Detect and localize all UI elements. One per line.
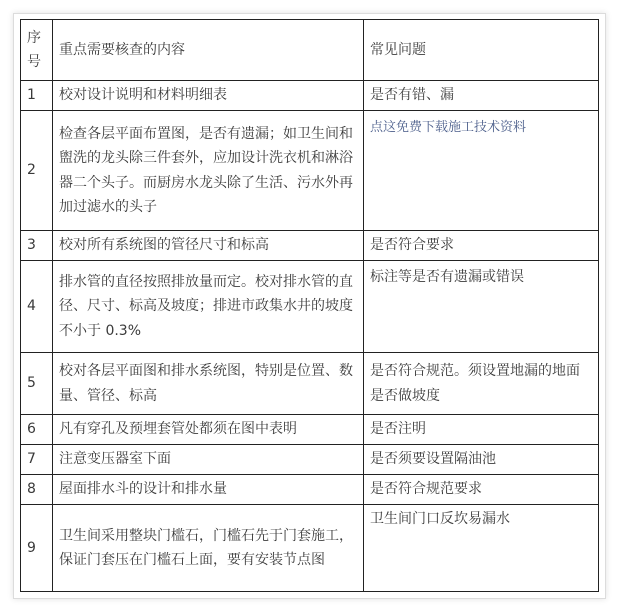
row-issue: 是否符合规范。须设置地漏的地面是否做坡度 xyxy=(364,353,599,415)
row-issue: 是否注明 xyxy=(364,415,599,445)
row-issue xyxy=(364,111,599,231)
table-row xyxy=(21,505,599,592)
header-content: 重点需要核查的内容 xyxy=(53,20,364,81)
row-no: 4 xyxy=(21,261,53,353)
table-row xyxy=(21,475,599,505)
table-row xyxy=(21,111,599,231)
row-content: 校对所有系统图的管径尺寸和标高 xyxy=(53,231,364,261)
table-header-row xyxy=(21,20,599,81)
row-content: 凡有穿孔及预埋套管处都须在图中表明 xyxy=(53,415,364,445)
download-link[interactable]: 点这免费下载施工技术资料 xyxy=(370,120,527,135)
row-content: 检查各层平面布置图，是否有遗漏；如卫生间和盥洗的龙头除三件套外，应加设计洗衣机和淋浴器二个头子。而厨房水龙头除了生活、污水外再加过滤水的头子 xyxy=(53,111,364,231)
table-row xyxy=(21,231,599,261)
row-issue: 是否须要设置隔油池 xyxy=(364,445,599,475)
row-issue: 是否符合要求 xyxy=(364,231,599,261)
row-no: 3 xyxy=(21,231,53,261)
table-row xyxy=(21,81,599,111)
row-content: 校对各层平面图和排水系统图，特别是位置、数量、管径、标高 xyxy=(53,353,364,415)
row-no: 7 xyxy=(21,445,53,475)
row-content: 注意变压器室下面 xyxy=(53,445,364,475)
row-content: 排水管的直径按照排放量而定。校对排水管的直径、尺寸、标高及坡度；排进市政集水井的坡度不小于 0.3% xyxy=(53,261,364,353)
table-row xyxy=(21,445,599,475)
row-no: 9 xyxy=(21,505,53,592)
header-issue: 常见问题 xyxy=(364,20,599,81)
table-frame xyxy=(13,13,606,599)
row-issue: 是否符合规范要求 xyxy=(364,475,599,505)
row-no: 8 xyxy=(21,475,53,505)
row-content: 屋面排水斗的设计和排水量 xyxy=(53,475,364,505)
row-no: 2 xyxy=(21,111,53,231)
check-table xyxy=(20,19,599,592)
row-issue: 是否有错、漏 xyxy=(364,81,599,111)
row-content: 校对设计说明和材料明细表 xyxy=(53,81,364,111)
table-row xyxy=(21,415,599,445)
table-row xyxy=(21,261,599,353)
header-no: 序号 xyxy=(21,20,53,81)
table-row xyxy=(21,353,599,415)
row-no: 1 xyxy=(21,81,53,111)
row-issue: 标注等是否有遗漏或错误 xyxy=(364,261,599,353)
row-issue: 卫生间门口反坎易漏水 xyxy=(364,505,599,592)
row-no: 5 xyxy=(21,353,53,415)
row-content: 卫生间采用整块门槛石，门槛石先于门套施工，保证门套压在门槛石上面，要有安装节点图 xyxy=(53,505,364,592)
row-no: 6 xyxy=(21,415,53,445)
